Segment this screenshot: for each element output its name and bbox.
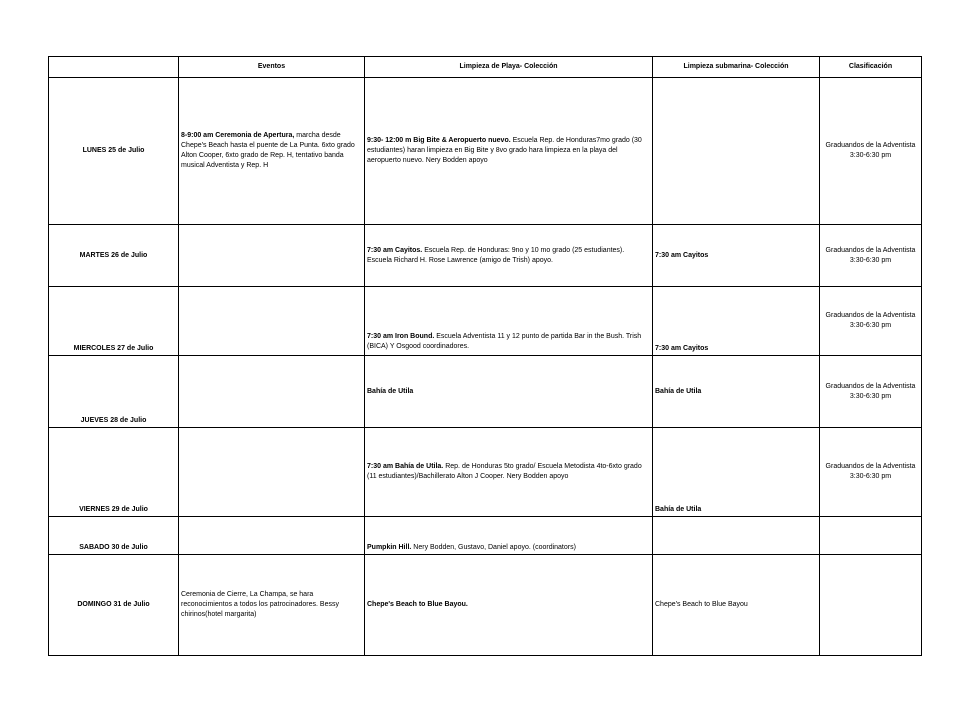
clasificacion-cell: Graduandos de la Adventista 3:30-6:30 pm	[820, 428, 922, 517]
table-row	[49, 428, 922, 517]
playa-cell	[365, 287, 653, 356]
table-row	[49, 225, 922, 287]
playa-bold: 9:30- 12:00 m Big Bite & Aeropuerto nuevo.	[367, 137, 511, 144]
table-row	[49, 287, 922, 356]
header-cell-submarina: Limpieza submarina- Colección	[653, 57, 820, 78]
playa-cell	[365, 555, 653, 656]
playa-cell	[365, 356, 653, 428]
eventos-cell	[179, 428, 365, 517]
clasificacion-cell: Graduandos de la Adventista 3:30-6:30 pm	[820, 225, 922, 287]
submarina-bold: 7:30 am Cayitos	[655, 251, 709, 259]
table-row	[49, 356, 922, 428]
playa-bold: 7:30 am Bahía de Utila.	[367, 463, 444, 470]
day-cell: LUNES 25 de Julio	[49, 78, 179, 225]
submarina-cell	[653, 517, 820, 555]
submarina-cell	[653, 287, 820, 356]
eventos-text: Ceremonia de Cierre, La Champa, se hara reconocimientos a todos los patrocinadores. Bessy chirinos(hotel margarita)	[181, 591, 339, 618]
playa-cell	[365, 225, 653, 287]
eventos-text: marcha desde Chepe's Beach hasta el puente de La Punta. 6xto grado Alton Cooper, 6xto grado de Rep. H, tentativo banda musical Adventista y Rep. H	[181, 132, 355, 169]
submarina-cell	[653, 78, 820, 225]
submarina-cell	[653, 428, 820, 517]
day-cell: SABADO 30 de Julio	[49, 517, 179, 555]
submarina-cell	[653, 356, 820, 428]
playa-bold: Bahía de Utila	[367, 387, 414, 395]
playa-cell	[365, 517, 653, 555]
header-cell-day	[49, 57, 179, 78]
eventos-cell	[179, 517, 365, 555]
eventos-cell	[179, 225, 365, 287]
eventos-bold: 8-9:00 am Ceremonia de Apertura,	[181, 132, 295, 139]
submarina-bold: 7:30 am Cayitos	[655, 345, 709, 352]
day-cell: DOMINGO 31 de Julio	[49, 555, 179, 656]
clasificacion-cell	[820, 517, 922, 555]
playa-text: Nery Bodden, Gustavo, Daniel apoyo. (coordinators)	[411, 544, 576, 551]
day-cell: MARTES 26 de Julio	[49, 225, 179, 287]
playa-cell	[365, 78, 653, 225]
eventos-cell	[179, 287, 365, 356]
playa-bold: Chepe's Beach to Blue Bayou.	[367, 601, 468, 608]
submarina-bold: Bahía de Utila	[655, 506, 702, 513]
clasificacion-cell: Graduandos de la Adventista 3:30-6:30 pm	[820, 78, 922, 225]
eventos-cell	[179, 555, 365, 656]
submarina-cell	[653, 225, 820, 287]
schedule-table	[48, 56, 922, 656]
day-cell: VIERNES 29 de Julio	[49, 428, 179, 517]
playa-text: Escuela Rep. de Honduras: 9no y 10 mo grado (25 estudiantes). Escuela Richard H. Rose Lawrence (amigo de Trish) apoyo.	[367, 246, 625, 264]
playa-text: Escuela Rep. de Honduras7mo grado (30 estudiantes) haran limpieza en Big Bite y 8vo grado hara limpieza en la playa del aeropuerto nuevo. Nery Bodden apoyo	[367, 137, 642, 164]
header-cell-eventos: Eventos	[179, 57, 365, 78]
submarina-cell: Chepe's Beach to Blue Bayou	[653, 555, 820, 656]
day-cell: MIERCOLES 27 de Julio	[49, 287, 179, 356]
table-row	[49, 517, 922, 555]
clasificacion-cell	[820, 555, 922, 656]
header-cell-clasificacion: Clasificación	[820, 57, 922, 78]
playa-cell	[365, 428, 653, 517]
clasificacion-cell: Graduandos de la Adventista 3:30-6:30 pm	[820, 287, 922, 356]
playa-bold: Pumpkin Hill.	[367, 544, 412, 551]
header-row	[49, 57, 922, 78]
header-cell-playa: Limpieza de Playa- Colección	[365, 57, 653, 78]
table-row	[49, 78, 922, 225]
submarina-bold: Bahía de Utila	[655, 387, 702, 395]
clasificacion-cell: Graduandos de la Adventista 3:30-6:30 pm	[820, 356, 922, 428]
playa-bold: 7:30 am Cayitos.	[367, 246, 423, 254]
eventos-cell	[179, 78, 365, 225]
playa-bold: 7:30 am Iron Bound.	[367, 333, 435, 340]
eventos-cell	[179, 356, 365, 428]
table-row	[49, 555, 922, 656]
playa-text: Escuela Adventista 11 y 12 punto de partida Bar in the Bush. Trish (BICA) Y Osgood coordinadores.	[367, 333, 642, 350]
day-cell: JUEVES 28 de Julio	[49, 356, 179, 428]
playa-text: Rep. de Honduras 5to grado/ Escuela Metodista 4to-6xto grado (11 estudiantes)/Bachillerato Alton J Cooper. Nery Bodden apoyo	[367, 463, 642, 480]
